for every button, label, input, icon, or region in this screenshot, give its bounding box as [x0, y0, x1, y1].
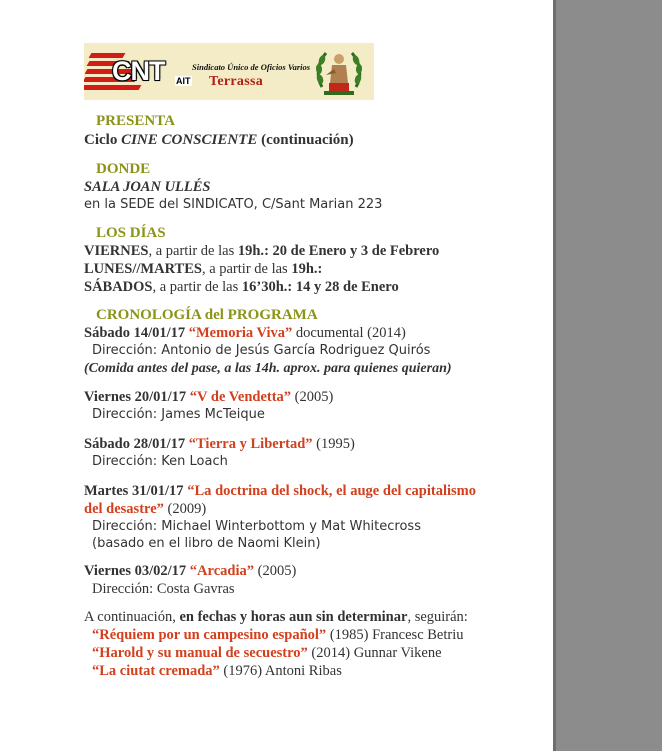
session-item	[84, 388, 476, 424]
venue-address: en la SEDE del SINDICATO, C/Sant Marian 223	[84, 197, 383, 212]
schedule-line	[84, 278, 476, 296]
cnt-logo	[84, 43, 374, 100]
upcoming-film-title: “Réquiem por un campesino español”	[92, 627, 327, 643]
session-title: “Tierra y Libertad”	[188, 436, 313, 452]
schedule-time: 19h.	[291, 261, 318, 277]
session-header	[84, 388, 476, 406]
schedule-sep: :	[264, 243, 273, 259]
laurel-wreath-figure-icon	[312, 45, 366, 99]
heading-dias: LOS DÍAS	[96, 225, 166, 241]
schedule-sep: :	[317, 261, 323, 277]
schedule-dates: 20 de Enero y 3 de Febrero	[272, 243, 440, 259]
session-header	[84, 324, 476, 342]
logo-ait-text: AIT	[176, 76, 191, 86]
session-title: “Memoria Viva”	[188, 325, 293, 341]
ciclo-title: CINE CONSCIENTE	[121, 132, 258, 148]
upcoming-film-info: (1976) Antoni Ribas	[219, 663, 342, 679]
schedule-day: LUNES//MARTES	[84, 261, 202, 277]
session-date: Viernes 20/01/17	[84, 389, 187, 405]
session-header	[84, 482, 476, 518]
schedule-mid: , a partir de las	[148, 243, 238, 259]
document-content	[84, 43, 476, 680]
ciclo-line	[84, 131, 476, 149]
session-title: “V de Vendetta”	[189, 389, 292, 405]
schedule-dates: 14 y 28 de Enero	[295, 279, 399, 295]
session-item	[84, 482, 476, 552]
session-header	[84, 562, 476, 580]
session-info: (1995)	[312, 436, 355, 452]
ciclo-suffix: (continuación)	[257, 132, 354, 148]
session-info: documental (2014)	[292, 325, 406, 341]
upcoming-film-info: (1985) Francesc Betriu	[326, 627, 464, 643]
page-edge	[553, 0, 556, 751]
schedule-day: SÁBADOS	[84, 279, 153, 295]
session-item	[84, 435, 476, 471]
upcoming-film	[84, 644, 476, 662]
session-title: “La doctrina del shock, el auge del capitalismo del desastre”	[84, 483, 477, 517]
ciclo-prefix: Ciclo	[84, 132, 122, 148]
session-director: Dirección: Costa Gavras	[92, 581, 235, 597]
upcoming-film-title: “Harold y su manual de secuestro”	[92, 645, 308, 661]
logo-cnt-text: CNT	[112, 56, 165, 86]
continuacion-bold: en fechas y horas aun sin determinar	[179, 609, 408, 625]
session-director: Dirección: James McTeique	[92, 407, 265, 422]
session-director: Dirección: Michael Winterbottom y Mat Whitecross (basado en el libro de Naomi Klein)	[92, 519, 421, 551]
session-item	[84, 562, 476, 598]
continuacion-suffix: , seguirán:	[407, 609, 468, 625]
heading-programa: CRONOLOGÍA del PROGRAMA	[96, 307, 318, 323]
logo-city-text: Terrassa	[209, 74, 263, 89]
schedule-day: VIERNES	[84, 243, 149, 259]
session-date: Martes 31/01/17	[84, 483, 184, 499]
session-director: Dirección: Antonio de Jesús García Rodriguez Quirós	[92, 343, 431, 358]
session-date: Sábado 28/01/17	[84, 436, 186, 452]
session-info: (2005)	[253, 563, 297, 579]
session-item	[84, 324, 476, 378]
session-date: Sábado 14/01/17	[84, 325, 186, 341]
logo-sindicato-text: Sindicato Único de Oficios Varios	[192, 62, 311, 72]
heading-donde: DONDE	[96, 161, 151, 177]
upcoming-film-info: (2014) Gunnar Vikene	[307, 645, 442, 661]
session-title: “Arcadia”	[189, 563, 254, 579]
schedule-time: 16’30h.	[241, 279, 288, 295]
venue-name: SALA JOAN ULLÉS	[84, 179, 211, 195]
schedule-mid: , a partir de las	[152, 279, 242, 295]
schedule-mid: , a partir de las	[201, 261, 292, 277]
session-note: (Comida antes del pase, a las 14h. aprox. para quienes quieran)	[84, 361, 452, 376]
session-header	[84, 435, 476, 453]
upcoming-film	[84, 626, 476, 644]
heading-presenta: PRESENTA	[96, 113, 175, 129]
schedule-sep: :	[287, 279, 296, 295]
session-info: (2009)	[163, 501, 207, 517]
schedule-line	[84, 242, 476, 260]
upcoming-film-title: “La ciutat cremada”	[92, 663, 220, 679]
continuacion-prefix: A continuación,	[84, 609, 180, 625]
continuacion-intro	[84, 608, 476, 626]
schedule-line	[84, 260, 476, 278]
schedule-time: 19h.	[237, 243, 265, 259]
upcoming-film	[84, 662, 476, 680]
session-date: Viernes 03/02/17	[84, 563, 187, 579]
session-info: (2005)	[291, 389, 334, 405]
session-director: Dirección: Ken Loach	[92, 454, 228, 469]
